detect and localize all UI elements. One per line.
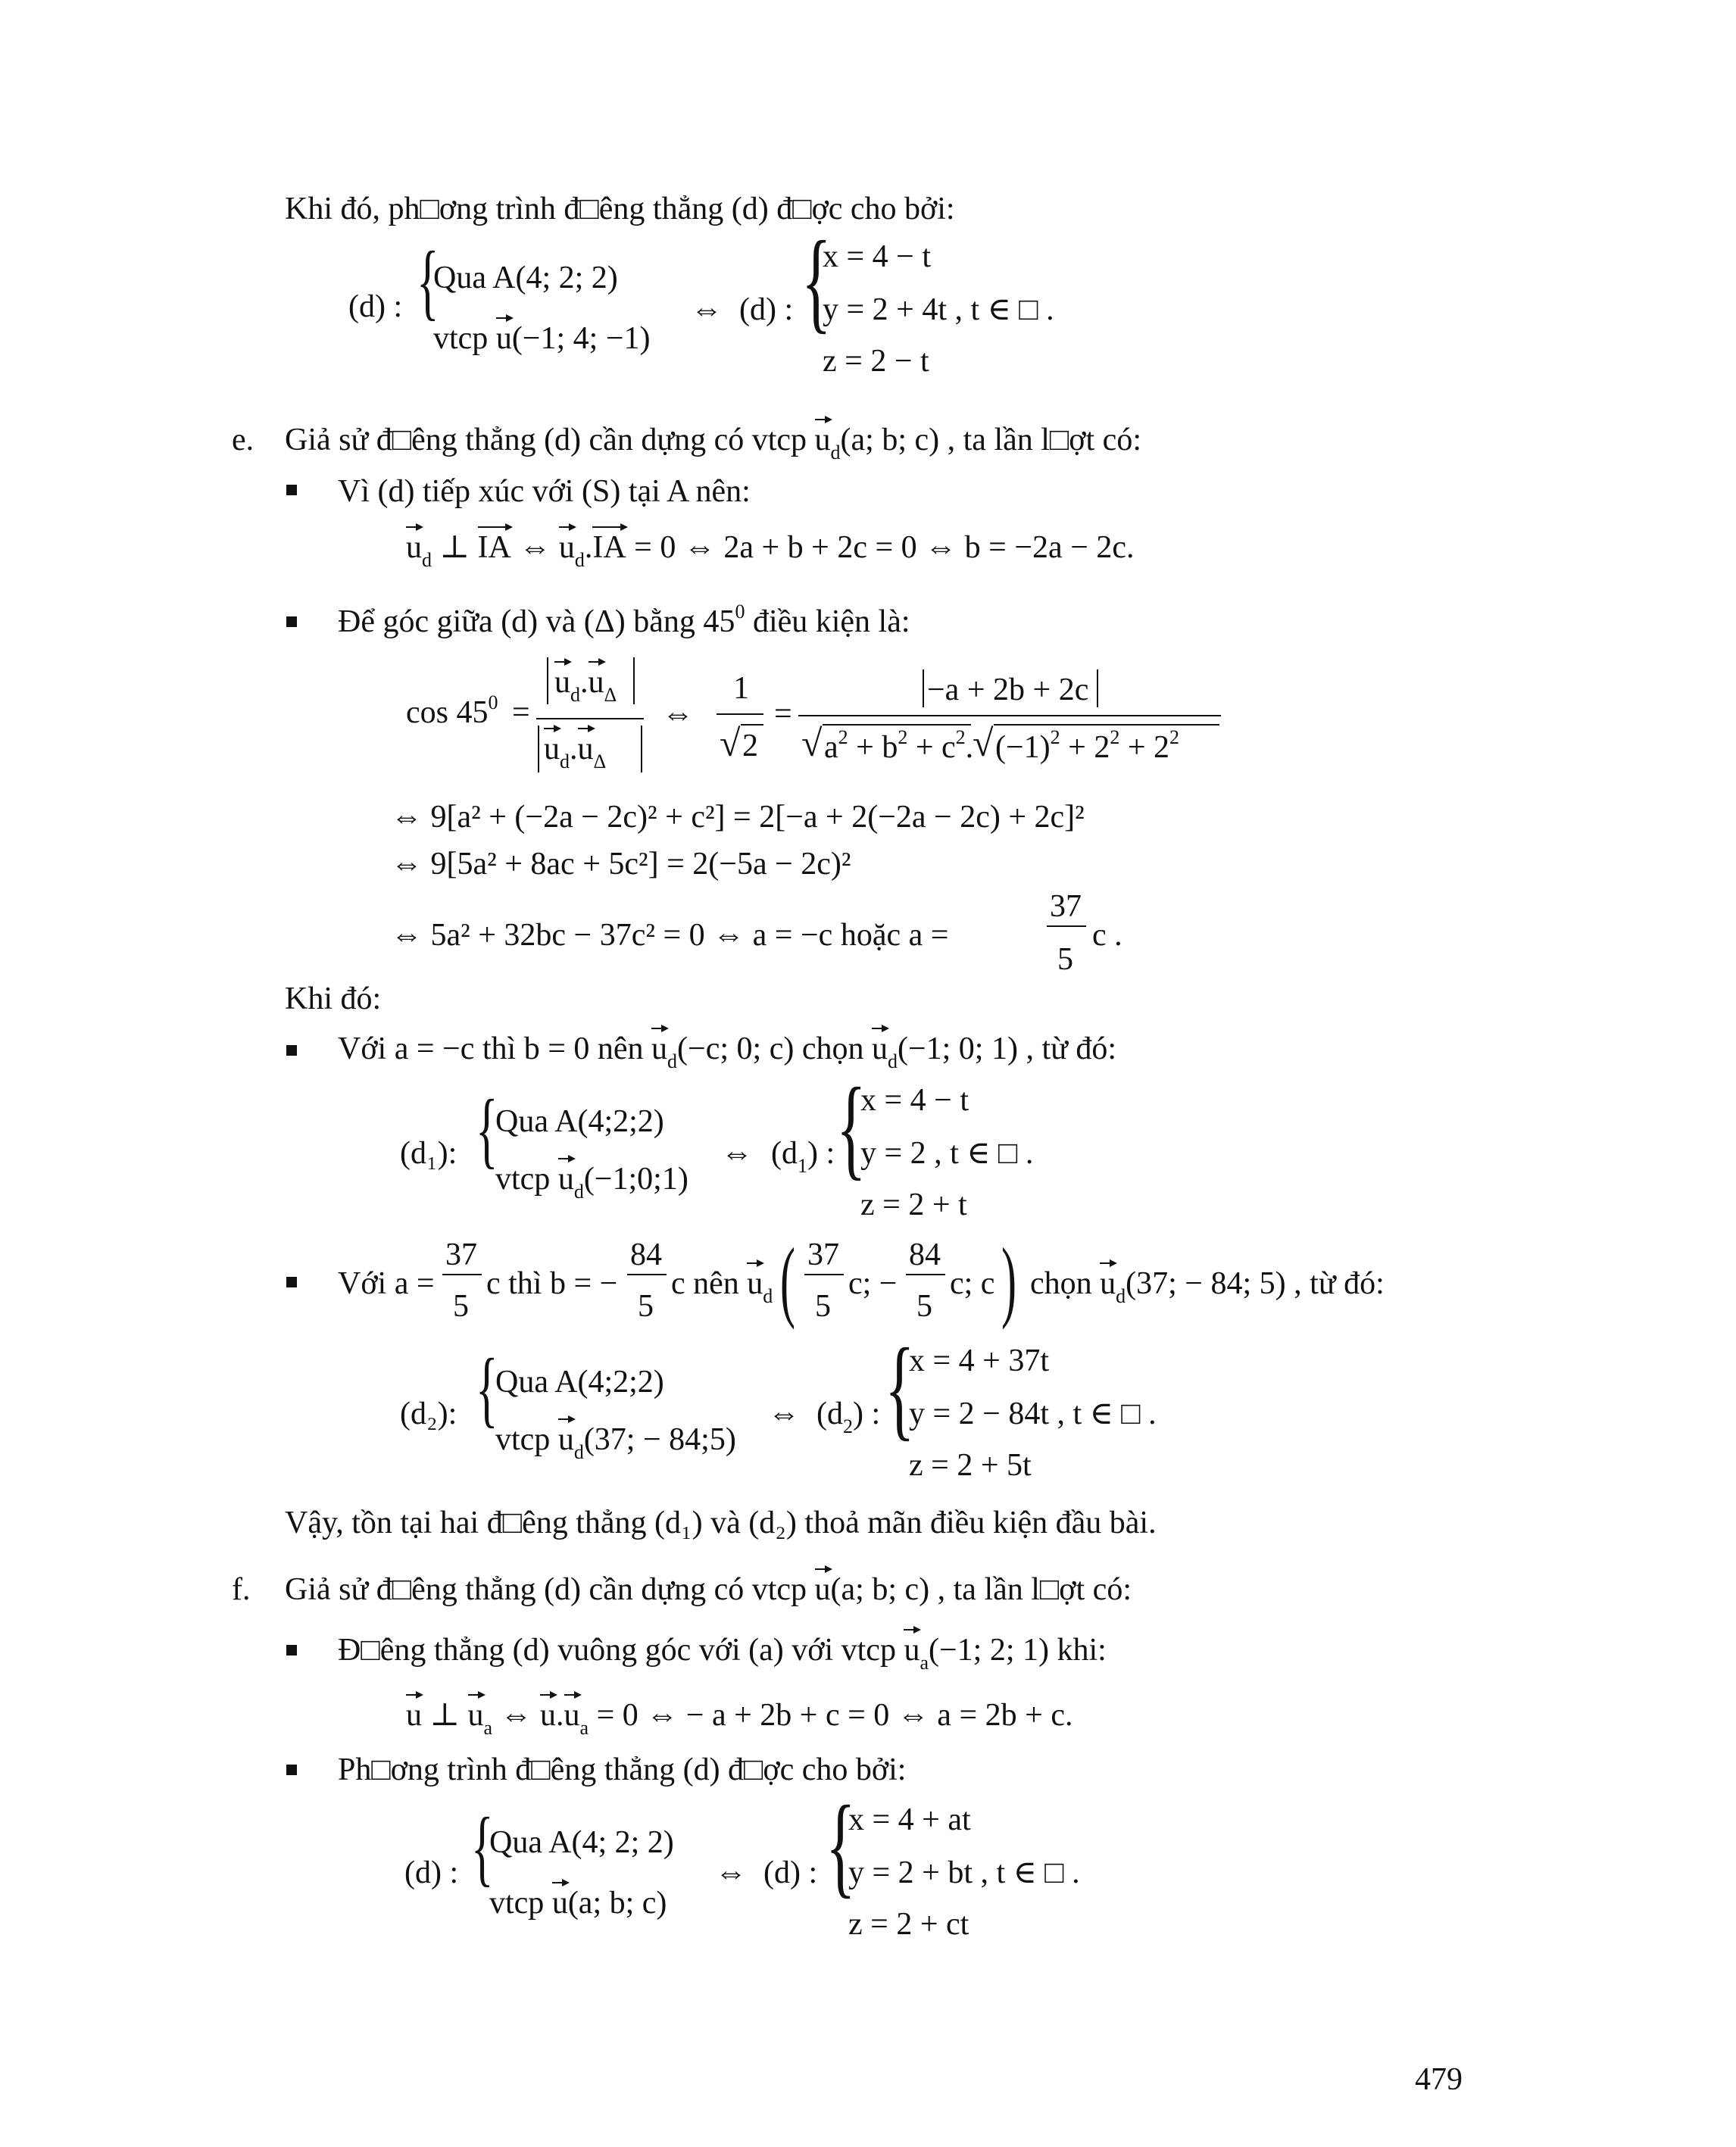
- sqrt-bar: [823, 724, 971, 726]
- d2-label2: $(d_2)$ :: [816, 1396, 881, 1437]
- equiv-symbol: ⇔: [662, 697, 694, 732]
- sys2-row3: z = 2 − t: [823, 344, 929, 379]
- frac-num: 37: [807, 1237, 839, 1272]
- bullet: [286, 485, 297, 495]
- sys2-row2: y = 2 + 4t , t ∈ □ .: [823, 292, 1054, 327]
- e-step3: ⇔ 5a² + 32bc − 37c² = 0 ⇔ a = −c hoặc a =: [391, 918, 949, 953]
- intro-text: Khi đó, ph□ơng trình đ□êng thẳng (d) đ□ợc cho bởi:: [285, 192, 955, 226]
- sqrt-sign: √: [801, 722, 823, 764]
- left-brace: {: [476, 1342, 498, 1436]
- frac3-num: −a + 2b + 2c: [927, 672, 1089, 707]
- frac1-num: $u_d.u_\Delta$: [554, 665, 617, 706]
- left-brace: {: [417, 235, 439, 329]
- page-number: 479: [1415, 2062, 1463, 2097]
- sys1-row2: vtcp u(−1; 4; −1): [433, 321, 651, 356]
- equiv-symbol: ⇔: [721, 1136, 753, 1171]
- e-step1: ⇔ 9[a² + (−2a − 2c)² + c²] = 2[−a + 2(−2a − 2c) + 2c]²: [391, 800, 1085, 835]
- sys2-row1: x = 4 − t: [823, 239, 932, 274]
- cos-eq: =: [512, 695, 530, 730]
- abs-bar: [538, 726, 539, 772]
- d1-label: (d₁):: [400, 1136, 457, 1171]
- d2-row2: vtcp $u_d(37$; − 84;5): [495, 1422, 736, 1463]
- vector-ud: u: [814, 423, 831, 457]
- f-sys2-row1: x = 4 + at: [848, 1802, 971, 1837]
- e-case2-end: c; c: [950, 1266, 995, 1301]
- d1-label2: $(d_1)$ :: [771, 1136, 835, 1177]
- e-case2-mid: c; −: [848, 1266, 898, 1301]
- f-sys1-row2: vtcp u(a; b; c): [489, 1886, 667, 1921]
- e-bullet2-text: Để góc giữa (d) và (Δ) bằng $45^0$ điều kiện là:: [338, 601, 910, 639]
- frac-den: 5: [453, 1289, 469, 1324]
- e-case2-a: Với a =: [338, 1266, 435, 1301]
- e-case1: Với a = −c thì b = 0 nên $u_d(-c$; 0; c) chọn $u_d(-1$; 0; 1) , từ đó:: [338, 1031, 1117, 1072]
- eq-sign: =: [774, 697, 792, 732]
- abs-bar: [1097, 669, 1098, 707]
- left-brace: {: [471, 1801, 494, 1895]
- f-sys1-row1: Qua A(4; 2; 2): [489, 1825, 674, 1860]
- f-sys2-row2: y = 2 + bt , t ∈ □ .: [848, 1855, 1080, 1890]
- f-sys2-label: (d) :: [763, 1855, 818, 1890]
- f-bullet1: Đ□êng thẳng (d) vuông góc với (a) với vtcp $u_a(-1$; 2; 1) khi:: [338, 1633, 1107, 1674]
- bullet: [286, 1645, 297, 1655]
- abs-bar: [923, 669, 924, 707]
- f-bullet2: Ph□ơng trình đ□êng thẳng (d) đ□ợc cho bởi:: [338, 1752, 907, 1787]
- frac-den: 5: [815, 1289, 831, 1324]
- sys2-label: (d) :: [739, 292, 794, 327]
- bullet: [286, 1277, 297, 1287]
- bullet: [286, 1765, 297, 1775]
- e-case2-c: c nên $u_d$: [671, 1266, 773, 1307]
- sqrt-bar: [994, 724, 1219, 726]
- left-brace: {: [801, 218, 832, 344]
- equiv-symbol: ⇔: [715, 1855, 747, 1890]
- sqrt-arg: 2: [742, 729, 758, 763]
- fraction-line: [804, 1274, 844, 1275]
- e-conclusion: Vậy, tồn tại hai đ□êng thẳng (d₁) và (d₂) thoả mãn điều kiện đầu bài.: [285, 1506, 1157, 1540]
- d2-r3: z = 2 + 5t: [909, 1448, 1032, 1483]
- e-bullet1-text: Vì (d) tiếp xúc với (S) tại A nên:: [338, 474, 751, 509]
- left-brace: {: [826, 1783, 856, 1908]
- equiv-symbol: ⇔: [768, 1396, 800, 1431]
- part-e-heading: Giả sử đ□êng thẳng (d) cần dựng có vtcp $u_d(a$; b; c) , ta lần l□ợt có:: [285, 423, 1141, 463]
- frac-num: 37: [445, 1237, 477, 1272]
- fraction-line: [442, 1274, 482, 1275]
- sqrt-sign: √: [720, 722, 741, 764]
- fraction-line: [906, 1274, 945, 1275]
- f-sys1-label: (d) :: [404, 1855, 459, 1890]
- left-brace: {: [885, 1325, 915, 1451]
- sys1-row1: Qua A(4; 2; 2): [433, 261, 618, 295]
- sqrt-bar: [741, 724, 763, 726]
- f-sys2-row3: z = 2 + ct: [848, 1907, 969, 1942]
- d1-row1: Qua A(4;2;2): [495, 1104, 664, 1139]
- frac-num: 37: [1050, 889, 1082, 924]
- d2-row1: Qua A(4;2;2): [495, 1365, 664, 1400]
- cos-label: $\cos 45^0$: [406, 691, 498, 730]
- d1-r2: y = 2 , t ∈ □ .: [860, 1136, 1034, 1171]
- frac-num: 84: [909, 1237, 941, 1272]
- frac2-num: 1: [733, 671, 749, 706]
- e-case2-b: c thì b = −: [486, 1266, 618, 1301]
- frac-den: 5: [638, 1289, 654, 1324]
- left-brace: {: [476, 1083, 498, 1177]
- d1-r1: x = 4 − t: [860, 1083, 969, 1118]
- f-equation: u ⊥ $u_a$ ⇔ $u.u_a = 0$ ⇔ − a + 2b + c = 0 ⇔ a = 2b + c.: [406, 1698, 1073, 1739]
- e-step3-end: c .: [1092, 918, 1122, 953]
- bullet: [286, 1045, 297, 1056]
- part-f-heading: Giả sử đ□êng thẳng (d) cần dựng có vtcp u(a; b; c) , ta lần l□ợt có:: [285, 1572, 1132, 1607]
- bullet: [286, 616, 297, 627]
- frac-num: 84: [630, 1237, 662, 1272]
- d2-r1: x = 4 + 37t: [909, 1343, 1050, 1378]
- equiv-symbol: ⇔: [691, 292, 723, 327]
- frac3-den-a: $a^2 + b^2 + c^2$.: [824, 726, 974, 765]
- d1-row2: vtcp $u_d(-1;0;1)$: [495, 1162, 688, 1203]
- part-e-marker: e.: [232, 423, 254, 457]
- khi-do: Khi đó:: [285, 981, 382, 1016]
- left-paren: (: [780, 1229, 795, 1330]
- e-bullet1-equation: $u_d$ ⊥ IA ⇔ $u_d.IA = 0$ ⇔ 2a + b + 2c = 0 ⇔ b = −2a − 2c.: [406, 530, 1135, 571]
- fraction-line: [798, 715, 1221, 716]
- frac3-den-b: $(-1)^2 + 2^2 + 2^2$: [995, 726, 1180, 765]
- fraction-line: [627, 1274, 667, 1275]
- fraction-line: [536, 718, 644, 719]
- sys1-label: (d) :: [348, 289, 403, 324]
- right-paren: ): [1001, 1229, 1016, 1330]
- frac-den: 5: [1057, 942, 1073, 977]
- left-brace: {: [836, 1065, 866, 1191]
- part-f-marker: f.: [232, 1572, 251, 1607]
- abs-bar: [633, 657, 635, 704]
- e-step2: ⇔ 9[5a² + 8ac + 5c²] = 2(−5a − 2c)²: [391, 847, 851, 882]
- fraction-line: [717, 713, 763, 715]
- d2-label: (d₂):: [400, 1396, 457, 1431]
- e-case2-choose: chọn $u_d(37$; − 84; 5) , từ đó:: [1030, 1266, 1385, 1307]
- frac-den: 5: [916, 1289, 932, 1324]
- frac1-den: $u_d.u_\Delta$: [544, 732, 607, 772]
- abs-bar: [641, 726, 642, 772]
- sqrt-sign: √: [973, 722, 994, 764]
- d2-r2: y = 2 − 84t , t ∈ □ .: [909, 1396, 1157, 1431]
- vector-u: u: [495, 321, 512, 356]
- abs-bar: [547, 657, 548, 704]
- fraction-line: [1047, 925, 1086, 927]
- d1-r3: z = 2 + t: [860, 1187, 967, 1222]
